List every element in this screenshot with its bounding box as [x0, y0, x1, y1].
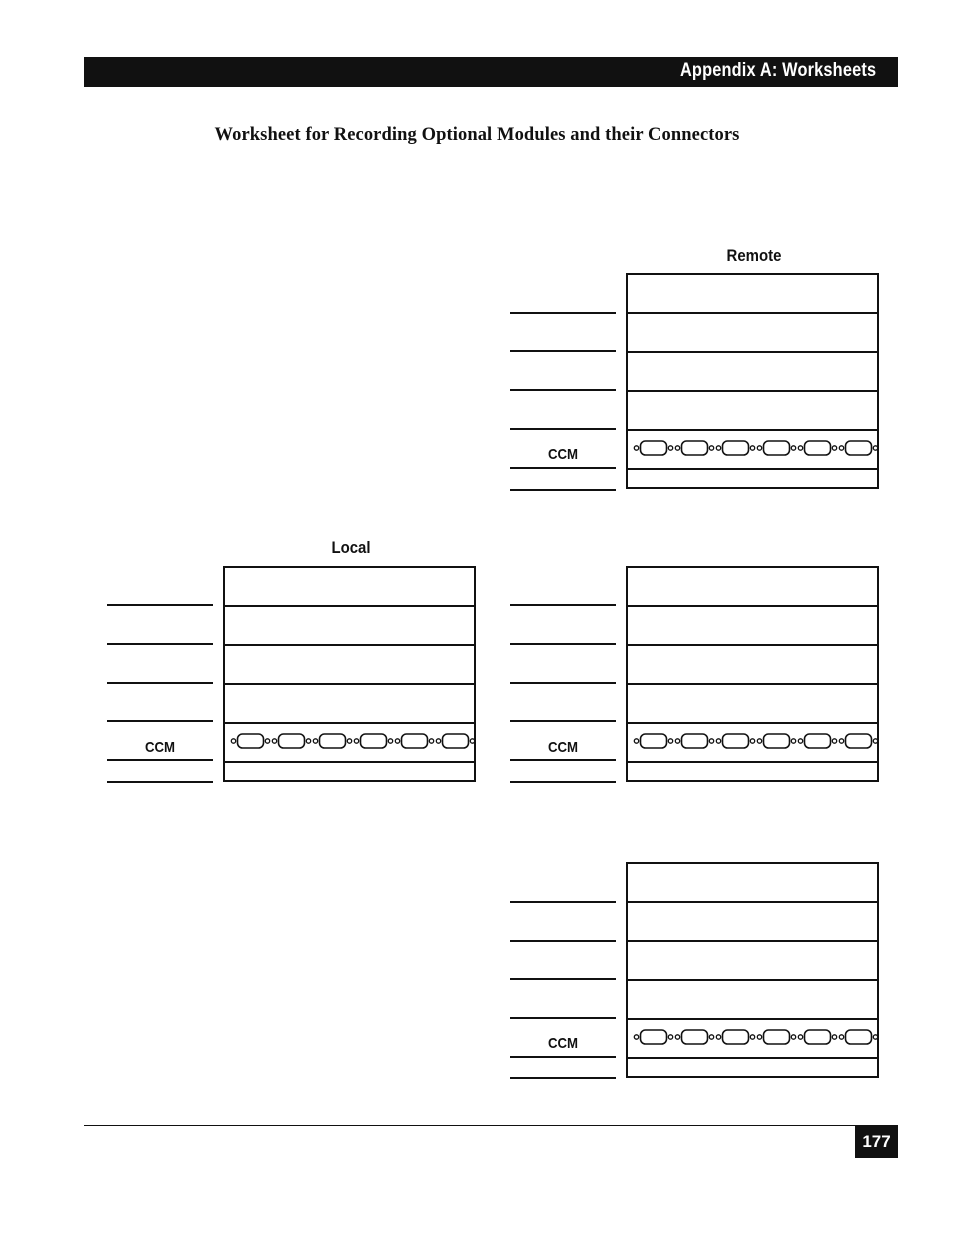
module-slot — [628, 353, 877, 392]
record-line-remote-bottom — [510, 940, 616, 942]
running-header — [84, 57, 898, 87]
screw-hole-icon — [668, 1035, 672, 1039]
db9-connector-icon — [443, 734, 469, 748]
ccm-slot — [225, 724, 474, 763]
db9-connector-icon — [805, 441, 831, 455]
screw-hole-icon — [675, 446, 679, 450]
screw-hole-icon — [873, 446, 877, 450]
record-line-remote-top — [510, 312, 616, 314]
ccm-slot — [628, 724, 877, 763]
screw-hole-icon — [634, 739, 638, 743]
local-label: Local — [331, 538, 371, 557]
screw-hole-icon — [791, 446, 795, 450]
screw-hole-icon — [668, 446, 672, 450]
screw-hole-icon — [634, 446, 638, 450]
db9-connector-icon — [641, 441, 667, 455]
record-line-remote-middle — [510, 759, 616, 761]
record-line-local — [107, 604, 213, 606]
screw-hole-icon — [668, 739, 672, 743]
screw-hole-icon — [798, 446, 802, 450]
bottom-slot — [628, 470, 877, 490]
db9-connector-icon — [764, 1030, 790, 1044]
record-line-remote-bottom — [510, 901, 616, 903]
bottom-slot — [628, 763, 877, 783]
remote-chassis-middle — [626, 566, 879, 782]
db9-connector-icon — [846, 1030, 872, 1044]
screw-hole-icon — [798, 1035, 802, 1039]
record-line-remote-middle — [510, 682, 616, 684]
screw-hole-icon — [354, 739, 358, 743]
screw-hole-icon — [716, 739, 720, 743]
record-line-remote-bottom — [510, 1077, 616, 1079]
record-line-remote-bottom — [510, 978, 616, 980]
screw-hole-icon — [675, 739, 679, 743]
db9-connector-icon — [846, 734, 872, 748]
db9-connector-icon — [238, 734, 264, 748]
module-slot — [628, 314, 877, 353]
record-line-remote-middle — [510, 643, 616, 645]
module-slot — [225, 568, 474, 607]
screw-hole-icon — [791, 1035, 795, 1039]
record-line-remote-bottom — [510, 1056, 616, 1058]
local-chassis — [223, 566, 476, 782]
screw-hole-icon — [750, 739, 754, 743]
record-line-remote-top — [510, 428, 616, 430]
remote-label: Remote — [726, 246, 782, 265]
screw-hole-icon — [709, 446, 713, 450]
screw-hole-icon — [832, 739, 836, 743]
screw-hole-icon — [675, 1035, 679, 1039]
screw-hole-icon — [750, 446, 754, 450]
screw-hole-icon — [716, 446, 720, 450]
screw-hole-icon — [634, 1035, 638, 1039]
page-number: 177 — [855, 1125, 898, 1158]
record-line-remote-top — [510, 467, 616, 469]
module-slot — [225, 646, 474, 685]
record-line-local — [107, 720, 213, 722]
db9-connector-icon — [805, 734, 831, 748]
remote-chassis-bottom — [626, 862, 879, 1078]
db-connector-strip — [628, 724, 877, 761]
db9-connector-icon — [279, 734, 305, 748]
module-slot — [628, 903, 877, 942]
db9-connector-icon — [641, 734, 667, 748]
module-slot — [628, 568, 877, 607]
bottom-slot — [225, 763, 474, 783]
screw-hole-icon — [839, 739, 843, 743]
record-line-local — [107, 682, 213, 684]
module-slot — [225, 607, 474, 646]
record-line-local — [107, 781, 213, 783]
record-line-remote-middle — [510, 604, 616, 606]
screw-hole-icon — [265, 739, 269, 743]
remote-chassis-top — [626, 273, 879, 489]
record-line-remote-top — [510, 489, 616, 491]
screw-hole-icon — [716, 1035, 720, 1039]
screw-hole-icon — [231, 739, 235, 743]
screw-hole-icon — [313, 739, 317, 743]
footer-rule — [84, 1125, 898, 1126]
screw-hole-icon — [873, 1035, 877, 1039]
screw-hole-icon — [832, 446, 836, 450]
screw-hole-icon — [395, 739, 399, 743]
module-slot — [628, 864, 877, 903]
ccm-label-local: CCM — [144, 739, 176, 756]
db9-connector-icon — [805, 1030, 831, 1044]
record-line-remote-middle — [510, 781, 616, 783]
db9-connector-icon — [846, 441, 872, 455]
db-connector-strip — [225, 724, 474, 761]
module-slot — [628, 275, 877, 314]
screw-hole-icon — [388, 739, 392, 743]
screw-hole-icon — [798, 739, 802, 743]
record-line-remote-bottom — [510, 1017, 616, 1019]
module-slot — [628, 685, 877, 724]
db9-connector-icon — [402, 734, 428, 748]
module-slot — [225, 685, 474, 724]
page-title: Worksheet for Recording Optional Modules and their Connectors — [214, 125, 740, 145]
screw-hole-icon — [347, 739, 351, 743]
db9-connector-icon — [682, 1030, 708, 1044]
module-slot — [628, 646, 877, 685]
ccm-slot — [628, 431, 877, 470]
screw-hole-icon — [709, 739, 713, 743]
screw-hole-icon — [750, 1035, 754, 1039]
screw-hole-icon — [757, 446, 761, 450]
header-title: Appendix A: Worksheets — [679, 60, 876, 81]
db9-connector-icon — [764, 441, 790, 455]
db9-connector-icon — [723, 734, 749, 748]
screw-hole-icon — [832, 1035, 836, 1039]
db9-connector-icon — [320, 734, 346, 748]
record-line-local — [107, 643, 213, 645]
module-slot — [628, 942, 877, 981]
screw-hole-icon — [272, 739, 276, 743]
record-line-remote-middle — [510, 720, 616, 722]
screw-hole-icon — [709, 1035, 713, 1039]
screw-hole-icon — [470, 739, 474, 743]
db9-connector-icon — [723, 441, 749, 455]
screw-hole-icon — [839, 1035, 843, 1039]
db9-connector-icon — [641, 1030, 667, 1044]
record-line-remote-top — [510, 389, 616, 391]
module-slot — [628, 607, 877, 646]
screw-hole-icon — [873, 739, 877, 743]
screw-hole-icon — [757, 739, 761, 743]
bottom-slot — [628, 1059, 877, 1079]
ccm-label-remote-middle: CCM — [547, 739, 579, 756]
db-connector-strip — [628, 1020, 877, 1057]
ccm-label-remote-top: CCM — [547, 446, 579, 463]
db9-connector-icon — [361, 734, 387, 748]
screw-hole-icon — [791, 739, 795, 743]
record-line-remote-top — [510, 350, 616, 352]
screw-hole-icon — [839, 446, 843, 450]
db-connector-strip — [628, 431, 877, 468]
db9-connector-icon — [682, 441, 708, 455]
module-slot — [628, 981, 877, 1020]
ccm-label-remote-bottom: CCM — [547, 1035, 579, 1052]
record-line-local — [107, 759, 213, 761]
screw-hole-icon — [429, 739, 433, 743]
screw-hole-icon — [306, 739, 310, 743]
db9-connector-icon — [723, 1030, 749, 1044]
db9-connector-icon — [764, 734, 790, 748]
ccm-slot — [628, 1020, 877, 1059]
screw-hole-icon — [757, 1035, 761, 1039]
db9-connector-icon — [682, 734, 708, 748]
module-slot — [628, 392, 877, 431]
screw-hole-icon — [436, 739, 440, 743]
